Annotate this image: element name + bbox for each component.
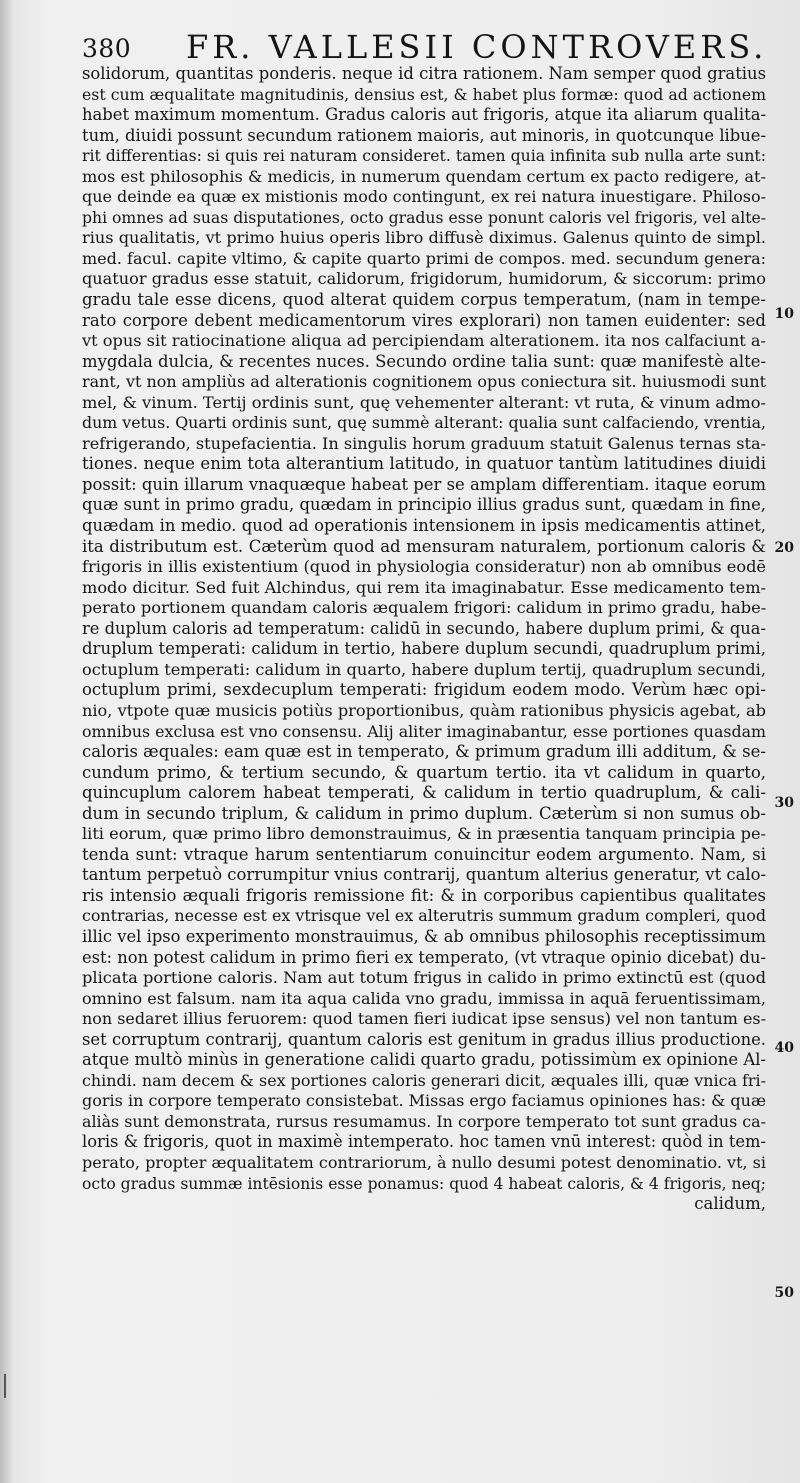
text-line: phi omnes ad suas disputationes, octo gradus esse ponunt caloris vel frigoris, vel alte- xyxy=(82,207,766,227)
text-line: solidorum, quantitas ponderis. neque id citra rationem. Nam semper quod gratius xyxy=(82,64,766,83)
text-line: octuplum temperati: calidum in quarto, habere duplum tertij, quadruplum secundi, xyxy=(82,659,766,679)
text-line: rit differentias: si quis rei naturam consideret. tamen quia infinita sub nulla arte sunt: xyxy=(82,146,766,166)
text-line: contrarias, necesse est ex vtrisque vel ex alterutris summum gradum compleri, quod xyxy=(82,906,766,926)
text-line: octuplum primi, sexdecuplum temperati: frigidum eodem modo. Verùm hæc opi- xyxy=(82,680,766,700)
page-gutter-shadow xyxy=(0,0,14,1483)
text-line: tantum perpetuò corrumpitur vnius contrarij, quantum alterius generatur, vt calo- xyxy=(82,865,766,885)
text-line: dum vetus. Quarti ordinis sunt, quę summè alterant: qualia sunt calfaciendo, vrentia, xyxy=(82,413,766,433)
margin-line-number-40: 40 xyxy=(774,1040,794,1056)
text-line: atque multò minùs in generatione calidi quarto gradu, potissimùm ex opinione Al- xyxy=(82,1050,766,1070)
text-line: med. facul. capite vltimo, & capite quarto primi de compos. med. secundum genera: xyxy=(82,248,766,268)
text-line: mygdala dulcia, & recentes nuces. Secundo ordine talia sunt: quæ manifestè alte- xyxy=(82,351,766,371)
text-line: ris intensio æquali frigoris remissione fit: & in corporibus capientibus qualitates xyxy=(82,885,766,905)
text-line: calidum, xyxy=(694,1194,766,1214)
text-line: est: non potest calidum in primo fieri ex temperato, (vt vtraque opinio dicebat) du- xyxy=(82,947,766,967)
text-line: omnino est falsum. nam ita aqua calida vno gradu, immissa in aquā feruentissimam, xyxy=(82,988,766,1008)
text-line: vt opus sit ratiocinatione aliqua ad percipiendam alterationem. ita nos calfaciunt a- xyxy=(82,331,766,351)
text-line: druplum temperati: calidum in tertio, habere duplum secundi, quadruplum primi, xyxy=(82,639,766,659)
text-line: quæ sunt in primo gradu, quædam in principio illius gradus sunt, quædam in fine, xyxy=(82,495,766,515)
text-line: frigoris in illis existentium (quod in physiologia consideratur) non ab omnibus eodē xyxy=(82,557,766,577)
margin-line-number-30: 30 xyxy=(774,795,794,811)
text-line: habet maximum momentum. Gradus caloris aut frigoris, atque ita aliarum qualita- xyxy=(82,105,766,125)
text-line: nio, vtpote quæ musicis potiùs proportionibus, quàm rationibus physicis agebat, ab xyxy=(82,700,766,720)
page-number: 380 xyxy=(82,34,132,63)
text-line: quatuor gradus esse statuit, calidorum, frigidorum, humidorum, & siccorum: primo xyxy=(82,269,766,289)
text-line: set corruptum contrarij, quantum caloris est genitum in gradus illius productione. xyxy=(82,1029,766,1049)
text-line: plicata portione caloris. Nam aut totum frigus in calido in primo extinctū est (quod xyxy=(82,968,766,988)
text-line: loris & frigoris, quot in maximè intemperato. hoc tamen vnū interest: quòd in tem- xyxy=(82,1132,766,1152)
text-line: refrigerando, stupefacientia. In singulis horum graduum statuit Galenus ternas sta- xyxy=(82,433,766,453)
text-line: liti eorum, quæ primo libro demonstrauimus, & in præsentia tanquam principia pe- xyxy=(82,824,766,844)
page-header xyxy=(0,22,800,68)
text-line: rius qualitatis, vt primo huius operis libro diffusè diximus. Galenus quinto de simpl. xyxy=(82,228,766,248)
text-line: omnibus exclusa est vno consensu. Alij aliter imaginabantur, esse portiones quasdam xyxy=(82,721,766,741)
text-line: perato portionem quandam caloris æqualem frigori: calidum in primo gradu, habe- xyxy=(82,598,766,618)
text-line: rato corpore debent medicamentorum vires explorari) non tamen euidenter: sed xyxy=(82,310,766,330)
text-block xyxy=(82,64,766,1215)
text-line: re duplum caloris ad temperatum: calidū in secundo, habere duplum primi, & qua- xyxy=(82,618,766,638)
text-line: caloris æquales: eam quæ est in temperato, & primum gradum illi additum, & se- xyxy=(82,742,766,762)
text-line: quincuplum calorem habeat temperati, & calidum in tertio quadruplum, & cali- xyxy=(82,783,766,803)
text-line: tiones. neque enim tota alterantium latitudo, in quatuor tantùm latitudines diuidi xyxy=(82,454,766,474)
text-line: mel, & vinum. Tertij ordinis sunt, quę vehementer alterant: vt ruta, & vinum admo- xyxy=(82,392,766,412)
text-line: mos est philosophis & medicis, in numerum quendam certum ex pacto redigere, at- xyxy=(82,166,766,186)
margin-mark xyxy=(4,1374,6,1398)
margin-line-number-50: 50 xyxy=(774,1285,794,1301)
text-line: tenda sunt: vtraque harum sententiarum conuincitur eodem argumento. Nam, si xyxy=(82,844,766,864)
text-line: rant, vt non ampliùs ad alterationis cognitionem opus coniectura sit. huiusmodi sunt xyxy=(82,372,766,392)
text-line: octo gradus summæ intēsionis esse ponamus: quod 4 habeat caloris, & 4 frigoris, neq; xyxy=(82,1174,766,1193)
text-line: aliàs sunt demonstrata, rursus resumamus. In corpore temperato tot sunt gradus ca- xyxy=(82,1111,766,1131)
margin-line-number-20: 20 xyxy=(774,540,794,556)
text-line: non sedaret illius feruorem: quod tamen fieri iudicat ipse sensus) vel non tantum es- xyxy=(82,1009,766,1029)
text-line: modo dicitur. Sed fuit Alchindus, qui rem ita imaginabatur. Esse medicamento tem- xyxy=(82,577,766,597)
text-line: goris in corpore temperato consistebat. Missas ergo faciamus opiniones has: & quæ xyxy=(82,1091,766,1111)
text-line: perato, propter æqualitatem contrariorum, à nullo desumi potest denominatio. vt, si xyxy=(82,1152,766,1172)
text-line: tum, diuidi possunt secundum rationem maioris, aut minoris, in quotcunque libue- xyxy=(82,125,766,145)
margin-line-number-10: 10 xyxy=(774,306,794,322)
text-line: illic vel ipso experimento monstrauimus, & ab omnibus philosophis receptissimum xyxy=(82,926,766,946)
text-line: dum in secundo triplum, & calidum in primo duplum. Cæterùm si non sumus ob- xyxy=(82,803,766,823)
text-line: quædam in medio. quod ad operationis intensionem in ipsis medicamentis attinet, xyxy=(82,516,766,536)
text-line: possit: quin illarum vnaquæque habeat per se amplam differentiam. itaque eorum xyxy=(82,474,766,494)
text-line: chindi. nam decem & sex portiones caloris generari dicit, æquales illi, quæ vnica fri- xyxy=(82,1070,766,1090)
text-line: cundum primo, & tertium secundo, & quartum tertio. ita vt calidum in quarto, xyxy=(82,762,766,782)
running-title: FR. VALLESII CONTROVERS. xyxy=(186,28,768,66)
text-line: que deinde ea quæ ex mistionis modo contingunt, ex rei natura inuestigare. Philoso- xyxy=(82,187,766,207)
text-line: ita distributum est. Cæterùm quod ad mensuram naturalem, portionum caloris & xyxy=(82,536,766,556)
text-line: est cum æqualitate magnitudinis, densius est, & habet plus formæ: quod ad actionem xyxy=(82,84,766,104)
text-line: gradu tale esse dicens, quod alterat quidem corpus temperatum, (nam in tempe- xyxy=(82,290,766,310)
